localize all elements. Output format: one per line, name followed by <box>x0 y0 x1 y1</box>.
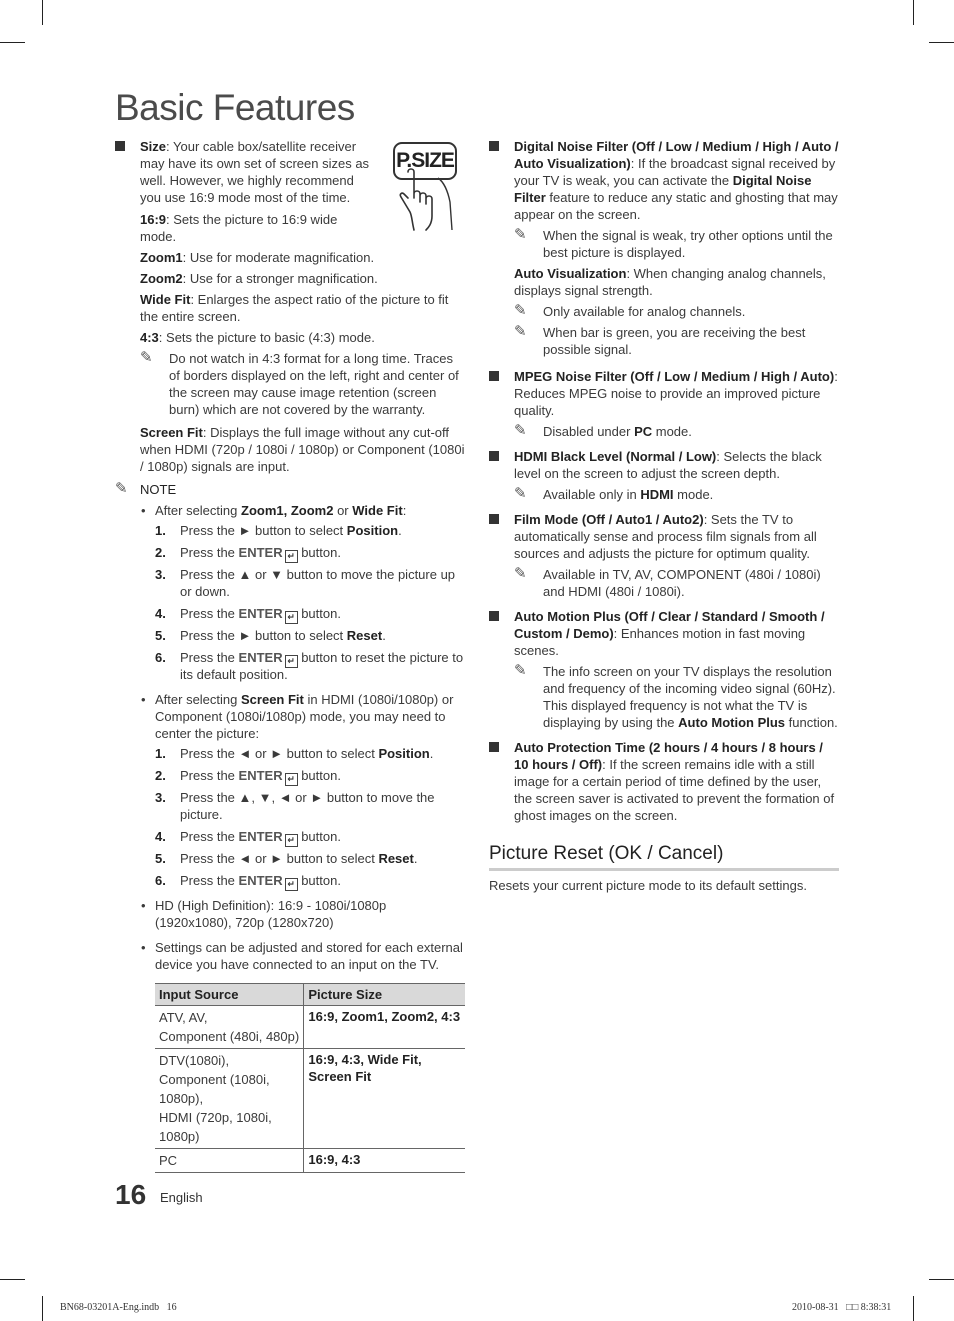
step-number: 5. <box>155 851 166 866</box>
amp-note <box>514 663 839 731</box>
step <box>155 566 465 600</box>
note-text: mode. <box>652 424 692 439</box>
step-text: button. <box>297 873 341 888</box>
enter-label: ENTER <box>238 829 283 844</box>
source-line: DTV(1080i), <box>159 1053 230 1068</box>
square-bullet-icon <box>489 611 499 621</box>
bullet-text: : <box>402 503 407 518</box>
enter-label: ENTER <box>238 606 283 621</box>
auto-protection-time-item <box>489 739 839 824</box>
item-text: : Sets the TV to automatically sense and process film signals from all sources and adjusts the picture for optimum quality. <box>514 512 817 561</box>
enter-icon: ↵ <box>285 655 298 668</box>
note-pencil-icon: ✎ <box>514 302 527 319</box>
table-cell-source <box>155 1006 304 1049</box>
step-text: Press the <box>180 545 239 560</box>
mode-screen-fit <box>140 424 465 475</box>
psize-button-label: P.SIZE <box>393 142 457 180</box>
hdmi-black-note <box>514 486 839 503</box>
square-bullet-icon <box>489 451 499 461</box>
step <box>155 872 465 889</box>
step-text: . <box>413 851 418 866</box>
item-text: : When changing analog channels, displays signal strength. <box>514 266 826 298</box>
enter-icon: ↵ <box>285 550 298 563</box>
table-cell-source <box>155 1049 304 1149</box>
step-text: Press the ◄ or ► button to select <box>180 746 379 761</box>
step <box>155 828 465 845</box>
source-line: PC <box>159 1153 178 1168</box>
size-modes <box>115 211 465 475</box>
step <box>155 850 465 867</box>
mode-text: : Use for a stronger magnification. <box>182 271 378 286</box>
bullet-text: Settings can be adjusted and stored for each external device you have connected to an input on the TV. <box>155 940 463 972</box>
step-text: . <box>429 746 434 761</box>
enter-label: ENTER <box>238 545 283 560</box>
step-bold: Position <box>346 523 399 538</box>
bullet-zoom <box>140 502 465 683</box>
auto-vis-note <box>514 324 839 358</box>
step-text: button. <box>297 768 341 783</box>
note-bold: HDMI <box>640 487 674 502</box>
step-bold: Reset <box>346 628 383 643</box>
bullet-text: After selecting <box>155 503 241 518</box>
note-text: Do not watch in 4:3 format for a long time. Traces of borders displayed on the left, right and center of the screen may cause image retention (screen burn) which are not covered by the warranty. <box>169 351 459 417</box>
step <box>155 627 465 644</box>
crop-mark <box>913 1296 914 1321</box>
step-number: 2. <box>155 768 166 783</box>
source-line: Component (480i, 480p) <box>159 1029 300 1044</box>
film-note <box>514 566 839 600</box>
mode-text: : Enlarges the aspect ratio of the picture to fit the entire screen. <box>140 292 449 324</box>
footer-file: BN68-03201A-Eng.indb 16 <box>60 1302 177 1313</box>
note-pencil-icon: ✎ <box>514 226 527 243</box>
note-text: When bar is green, you are receiving the best possible signal. <box>543 325 806 357</box>
section-text: Resets your current picture mode to its default settings. <box>489 878 807 893</box>
note-bold: Auto Motion Plus <box>678 715 786 730</box>
mode-zoom2 <box>140 270 465 287</box>
digital-noise-filter-item <box>489 138 839 358</box>
dnf-note <box>514 227 839 261</box>
source-line: HDMI (720p, 1080i, 1080p) <box>159 1110 272 1144</box>
note-text: Available only in <box>543 487 641 502</box>
step <box>155 522 465 539</box>
section-heading: Picture Reset (OK / Cancel) <box>489 842 839 871</box>
step-text: Press the <box>180 873 239 888</box>
table-header-row <box>155 984 465 1006</box>
item-label: Digital Noise Filter (Off / Low / Medium / High / Auto / Auto Visualization) <box>514 139 839 171</box>
crop-mark <box>0 42 25 43</box>
auto-motion-plus-item <box>489 608 839 731</box>
square-bullet-icon <box>489 371 499 381</box>
item-text: feature to reduce any static and ghosting that may appear on the screen. <box>514 190 838 222</box>
item-label: HDMI Black Level (Normal / Low) <box>514 449 717 464</box>
bullet-text: or <box>333 503 353 518</box>
crop-mark <box>0 1279 25 1280</box>
step-number: 2. <box>155 545 166 560</box>
square-bullet-icon <box>489 514 499 524</box>
bullet-settings <box>140 939 465 973</box>
mode-label: Zoom2 <box>140 271 183 286</box>
step <box>155 544 465 561</box>
step-number: 5. <box>155 628 166 643</box>
step <box>155 745 465 762</box>
bullet-dot-icon: • <box>141 692 146 707</box>
size-item <box>115 138 370 206</box>
bullet-text: in HDMI (1080i/1080p) or Component (1080i/1080p) mode, you may need to center the picture: <box>155 692 454 741</box>
step-number: 6. <box>155 873 166 888</box>
step-text: Press the ► button to select <box>180 523 347 538</box>
crop-mark <box>929 42 954 43</box>
note-bullets <box>115 502 465 973</box>
note-pencil-icon: ✎ <box>115 480 128 497</box>
note-text: mode. <box>673 487 714 502</box>
film-mode-item <box>489 511 839 600</box>
auto-vis-note <box>514 303 839 320</box>
left-column <box>115 138 465 1173</box>
mode-text: : Sets the picture to basic (4:3) mode. <box>158 330 375 345</box>
source-line: Component (1080i, 1080p), <box>159 1072 270 1106</box>
mode-text: : Use for moderate magnification. <box>182 250 375 265</box>
mode-4-3 <box>140 329 465 346</box>
mode-label: Wide Fit <box>140 292 191 307</box>
mode-text: : Sets the picture to 16:9 wide mode. <box>140 212 338 244</box>
note-label: NOTE <box>140 482 177 497</box>
mode-text: : Displays the full image without any cut-off when HDMI (720p / 1080i / 1080p) or Component (1080i / 1080p) signals are input. <box>140 425 465 474</box>
bullet-text: HD (High Definition): 16:9 - 1080i/1080p (1920x1080), 720p (1280x720) <box>155 898 387 930</box>
mode-label: Zoom1 <box>140 250 183 265</box>
mode-16-9 <box>140 211 350 245</box>
bullet-bold: Zoom1, Zoom2 <box>241 503 334 518</box>
item-label: Film Mode (Off / Auto1 / Auto2) <box>514 512 704 527</box>
bullet-bold: Wide Fit <box>352 503 403 518</box>
enter-icon: ↵ <box>285 878 298 891</box>
step-text: Press the ◄ or ► button to select <box>180 851 379 866</box>
note-text: When the signal is weak, try other options until the best picture is displayed. <box>543 228 833 260</box>
step-number: 4. <box>155 829 166 844</box>
steps-screen-fit <box>155 745 465 889</box>
bullet-bold: Screen Fit <box>241 692 304 707</box>
enter-icon: ↵ <box>285 773 298 786</box>
bullet-text: After selecting <box>155 692 241 707</box>
right-column <box>489 138 839 898</box>
crop-mark <box>42 1296 43 1321</box>
step-text: button to reset the picture to its default position. <box>180 650 464 682</box>
note-text: function. <box>785 715 838 730</box>
item-label: Auto Motion Plus (Off / Clear / Standard / Smooth / Custom / Demo) <box>514 609 825 641</box>
step-text: button. <box>297 829 341 844</box>
item-label: Auto Visualization <box>514 266 627 281</box>
step-text: Press the ▲, ▼, ◄ or ► button to move the picture. <box>180 790 435 822</box>
note-pencil-icon: ✎ <box>514 485 527 502</box>
item-text: : Reduces MPEG noise to provide an improved picture quality. <box>514 369 838 418</box>
crop-mark <box>42 0 43 25</box>
hdmi-black-level-item <box>489 448 839 503</box>
mode-wide-fit <box>140 291 465 325</box>
note-pencil-icon: ✎ <box>514 565 527 582</box>
note-text: Available in TV, AV, COMPONENT (480i / 1080i) and HDMI (480i / 1080i). <box>543 567 821 599</box>
step-text: Press the ▲ or ▼ button to move the picture up or down. <box>180 567 456 599</box>
note-text: The info screen on your TV displays the resolution and frequency of the incoming video signal (60Hz). This displayed frequency is not what the TV is displaying by using the <box>543 664 836 730</box>
step-text: . <box>382 628 386 643</box>
size-label: Size <box>140 139 167 154</box>
bullet-dot-icon: • <box>141 940 146 955</box>
step-text: . <box>398 523 402 538</box>
step-text: Press the <box>180 606 239 621</box>
square-bullet-icon <box>489 141 499 151</box>
mpeg-note <box>514 423 839 440</box>
step-number: 1. <box>155 746 166 761</box>
step-number: 3. <box>155 567 166 582</box>
step-number: 1. <box>155 523 166 538</box>
source-line: ATV, AV, <box>159 1010 208 1025</box>
bullet-dot-icon: • <box>141 503 146 518</box>
step-bold: Position <box>378 746 430 761</box>
crop-mark <box>929 1279 954 1280</box>
enter-label: ENTER <box>238 650 283 665</box>
step-text: button. <box>297 545 341 560</box>
page-title: Basic Features <box>115 87 355 128</box>
step <box>155 649 465 683</box>
note-pencil-icon: ✎ <box>140 349 153 366</box>
table-cell-size: 16:9, 4:3, Wide Fit, Screen Fit <box>304 1049 465 1149</box>
step-text: Press the ► button to select <box>180 628 347 643</box>
enter-label: ENTER <box>238 873 283 888</box>
item-text: : Selects the black level on the screen to adjust the screen depth. <box>514 449 822 481</box>
enter-icon: ↵ <box>285 611 298 624</box>
mode-label: 16:9 <box>140 212 167 227</box>
note-bold: PC <box>634 424 653 439</box>
step-text: Press the <box>180 650 239 665</box>
size-text: : Your cable box/satellite receiver may have its own set of screen sizes as well. However, we highly recommend you use 16:9 mode most of the time. <box>140 139 370 205</box>
mode-label: Screen Fit <box>140 425 203 440</box>
step-text: Press the <box>180 829 239 844</box>
bullet-hd <box>140 897 465 931</box>
note-pencil-icon: ✎ <box>514 422 527 439</box>
page-language: English <box>160 1190 203 1205</box>
step <box>155 605 465 622</box>
square-bullet-icon <box>489 742 499 752</box>
table-cell-size: 16:9, Zoom1, Zoom2, 4:3 <box>304 1006 465 1049</box>
item-text: : Enhances motion in fast moving scenes. <box>514 626 806 658</box>
note-pencil-icon: ✎ <box>514 323 527 340</box>
table-row <box>155 1149 465 1173</box>
footer-datetime: 2010-08-31 □□ 8:38:31 <box>792 1302 892 1313</box>
crop-mark <box>913 0 914 25</box>
table-header: Input Source <box>155 984 304 1006</box>
step-number: 6. <box>155 650 166 665</box>
mpeg-noise-filter-item <box>489 368 839 440</box>
page-number: 16 <box>115 1179 147 1210</box>
item-label: MPEG Noise Filter (Off / Low / Medium / High / Auto) <box>514 369 835 384</box>
note-pencil-icon: ✎ <box>514 662 527 679</box>
mode-label: 4:3 <box>140 330 159 345</box>
table-row <box>155 1006 465 1049</box>
table-row <box>155 1049 465 1149</box>
item-label: Auto Protection Time (2 hours / 4 hours / 8 hours / 10 hours / Off) <box>514 740 823 772</box>
note-heading <box>115 481 465 498</box>
item-text: : If the screen remains idle with a still image for a certain period of time defined by the user, the screen saver is activated to prevent the formation of ghost images on the screen. <box>514 757 835 823</box>
steps-zoom <box>155 522 465 683</box>
mode-zoom1 <box>140 249 465 266</box>
item-text: : If the broadcast signal received by your TV is weak, you can activate the <box>514 156 836 188</box>
bullet-screen-fit <box>140 691 465 889</box>
step <box>155 767 465 784</box>
bullet-dot-icon: • <box>141 898 146 913</box>
step-number: 4. <box>155 606 166 621</box>
picture-size-table <box>155 983 465 1173</box>
table-cell-size: 16:9, 4:3 <box>304 1149 465 1173</box>
enter-label: ENTER <box>238 768 283 783</box>
step <box>155 789 465 823</box>
step-number: 3. <box>155 790 166 805</box>
note-text: Only available for analog channels. <box>543 304 746 319</box>
note-text: Disabled under <box>543 424 635 439</box>
item-bold: Digital Noise Filter <box>514 173 812 205</box>
auto-visualization <box>514 265 839 299</box>
table-cell-source <box>155 1149 304 1173</box>
table-header: Picture Size <box>304 984 465 1006</box>
step-text: button. <box>297 606 341 621</box>
square-bullet-icon <box>115 141 125 151</box>
mode-note <box>140 350 465 418</box>
enter-icon: ↵ <box>285 834 298 847</box>
step-bold: Reset <box>378 851 414 866</box>
step-text: Press the <box>180 768 239 783</box>
